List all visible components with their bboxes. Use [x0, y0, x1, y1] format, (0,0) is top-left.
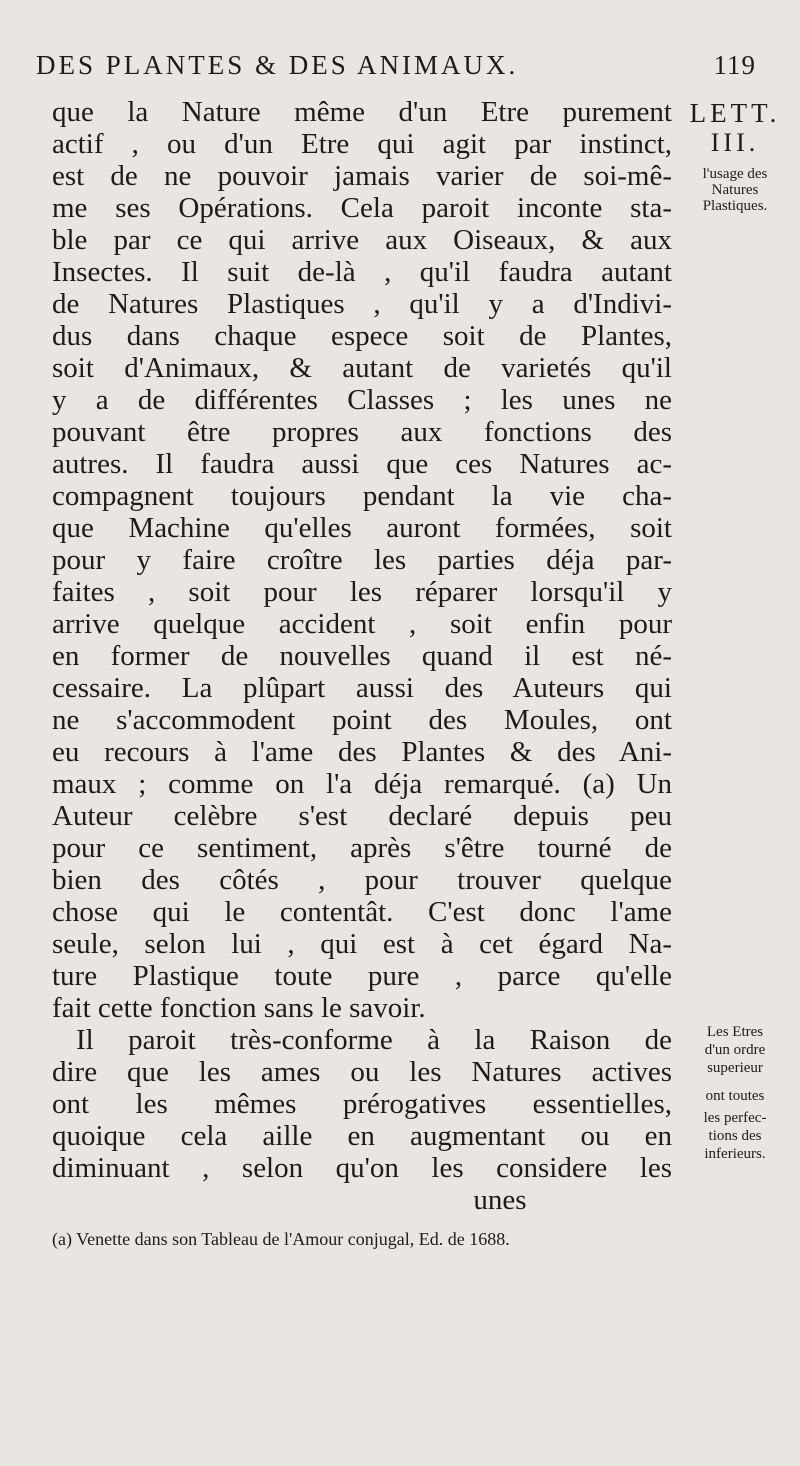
- margin-letter-label: LETT.: [689, 98, 781, 128]
- margin-note-line: Plastiques.: [702, 198, 768, 214]
- text-line: cessaire. La plûpart aussi des Auteurs qui: [52, 672, 672, 704]
- text-line: diminuant , selon qu'on les considere les: [52, 1152, 672, 1184]
- margin-note-line: inferieurs.: [704, 1146, 766, 1162]
- catchword: unes: [473, 1184, 527, 1216]
- text-line: quoique cela aille en augmentant ou en: [52, 1120, 672, 1152]
- text-line: pour y faire croître les parties déja par-: [52, 544, 672, 576]
- text-line: fait cette fonction sans le savoir.: [52, 992, 426, 1024]
- text-line: dire que les ames ou les Natures actives: [52, 1056, 672, 1088]
- text-line: en former de nouvelles quand il est né-: [52, 640, 672, 672]
- text-line: me ses Opérations. Cela paroit inconte sta-: [52, 192, 672, 224]
- text-line: y a de différentes Classes ; les unes ne: [52, 384, 672, 416]
- text-line: de Natures Plastiques , qu'il y a d'Indivi-: [52, 288, 672, 320]
- text-line: que Machine qu'elles auront formées, soit: [52, 512, 672, 544]
- text-line: actif , ou d'un Etre qui agit par instinct,: [52, 128, 672, 160]
- margin-note-line: les perfec-: [703, 1110, 767, 1126]
- margin-note-line: Natures: [711, 182, 759, 198]
- margin-note-line: superieur: [707, 1060, 763, 1076]
- margin-note-line: tions des: [708, 1128, 762, 1144]
- text-line: ture Plastique toute pure , parce qu'elle: [52, 960, 672, 992]
- text-line: chose qui le contentât. C'est donc l'ame: [52, 896, 672, 928]
- text-line: compagnent toujours pendant la vie cha-: [52, 480, 672, 512]
- margin-letter-number: III.: [710, 128, 760, 157]
- text-line: Insectes. Il suit de-là , qu'il faudra autant: [52, 256, 672, 288]
- margin-note-line: d'un ordre: [704, 1042, 766, 1058]
- text-line: ne s'accommodent point des Moules, ont: [52, 704, 672, 736]
- running-head: [36, 50, 776, 86]
- running-head-title: DES PLANTES & DES ANIMAUX.: [36, 50, 519, 80]
- text-line: bien des côtés , pour trouver quelque: [52, 864, 672, 896]
- margin-note-line: l'usage des: [702, 166, 768, 182]
- margin-note-line: ont toutes: [705, 1088, 765, 1104]
- text-line: pour ce sentiment, après s'être tourné de: [52, 832, 672, 864]
- page-number: 119: [713, 50, 756, 80]
- text-line: eu recours à l'ame des Plantes & des Ani-: [52, 736, 672, 768]
- footnote: (a) Venette dans son Tableau de l'Amour conjugal, Ed. de 1688.: [52, 1229, 510, 1249]
- text-line: ble par ce qui arrive aux Oiseaux, & aux: [52, 224, 672, 256]
- margin-note-line: Les Etres: [706, 1024, 764, 1040]
- text-line: autres. Il faudra aussi que ces Natures ac-: [52, 448, 672, 480]
- text-line: est de ne pouvoir jamais varier de soi-mê-: [52, 160, 672, 192]
- text-line: seule, selon lui , qui est à cet égard Na-: [52, 928, 672, 960]
- text-line: maux ; comme on l'a déja remarqué. (a) Un: [52, 768, 672, 800]
- text-line: dus dans chaque espece soit de Plantes,: [52, 320, 672, 352]
- text-line: Il paroit très-conforme à la Raison de: [76, 1024, 672, 1056]
- text-line: faites , soit pour les réparer lorsqu'il y: [52, 576, 672, 608]
- text-line: Auteur celèbre s'est declaré depuis peu: [52, 800, 672, 832]
- text-line: pouvant être propres aux fonctions des: [52, 416, 672, 448]
- text-line: que la Nature même d'un Etre purement: [52, 96, 672, 128]
- text-line: ont les mêmes prérogatives essentielles,: [52, 1088, 672, 1120]
- text-line: arrive quelque accident , soit enfin pour: [52, 608, 672, 640]
- text-line: soit d'Animaux, & autant de varietés qu'il: [52, 352, 672, 384]
